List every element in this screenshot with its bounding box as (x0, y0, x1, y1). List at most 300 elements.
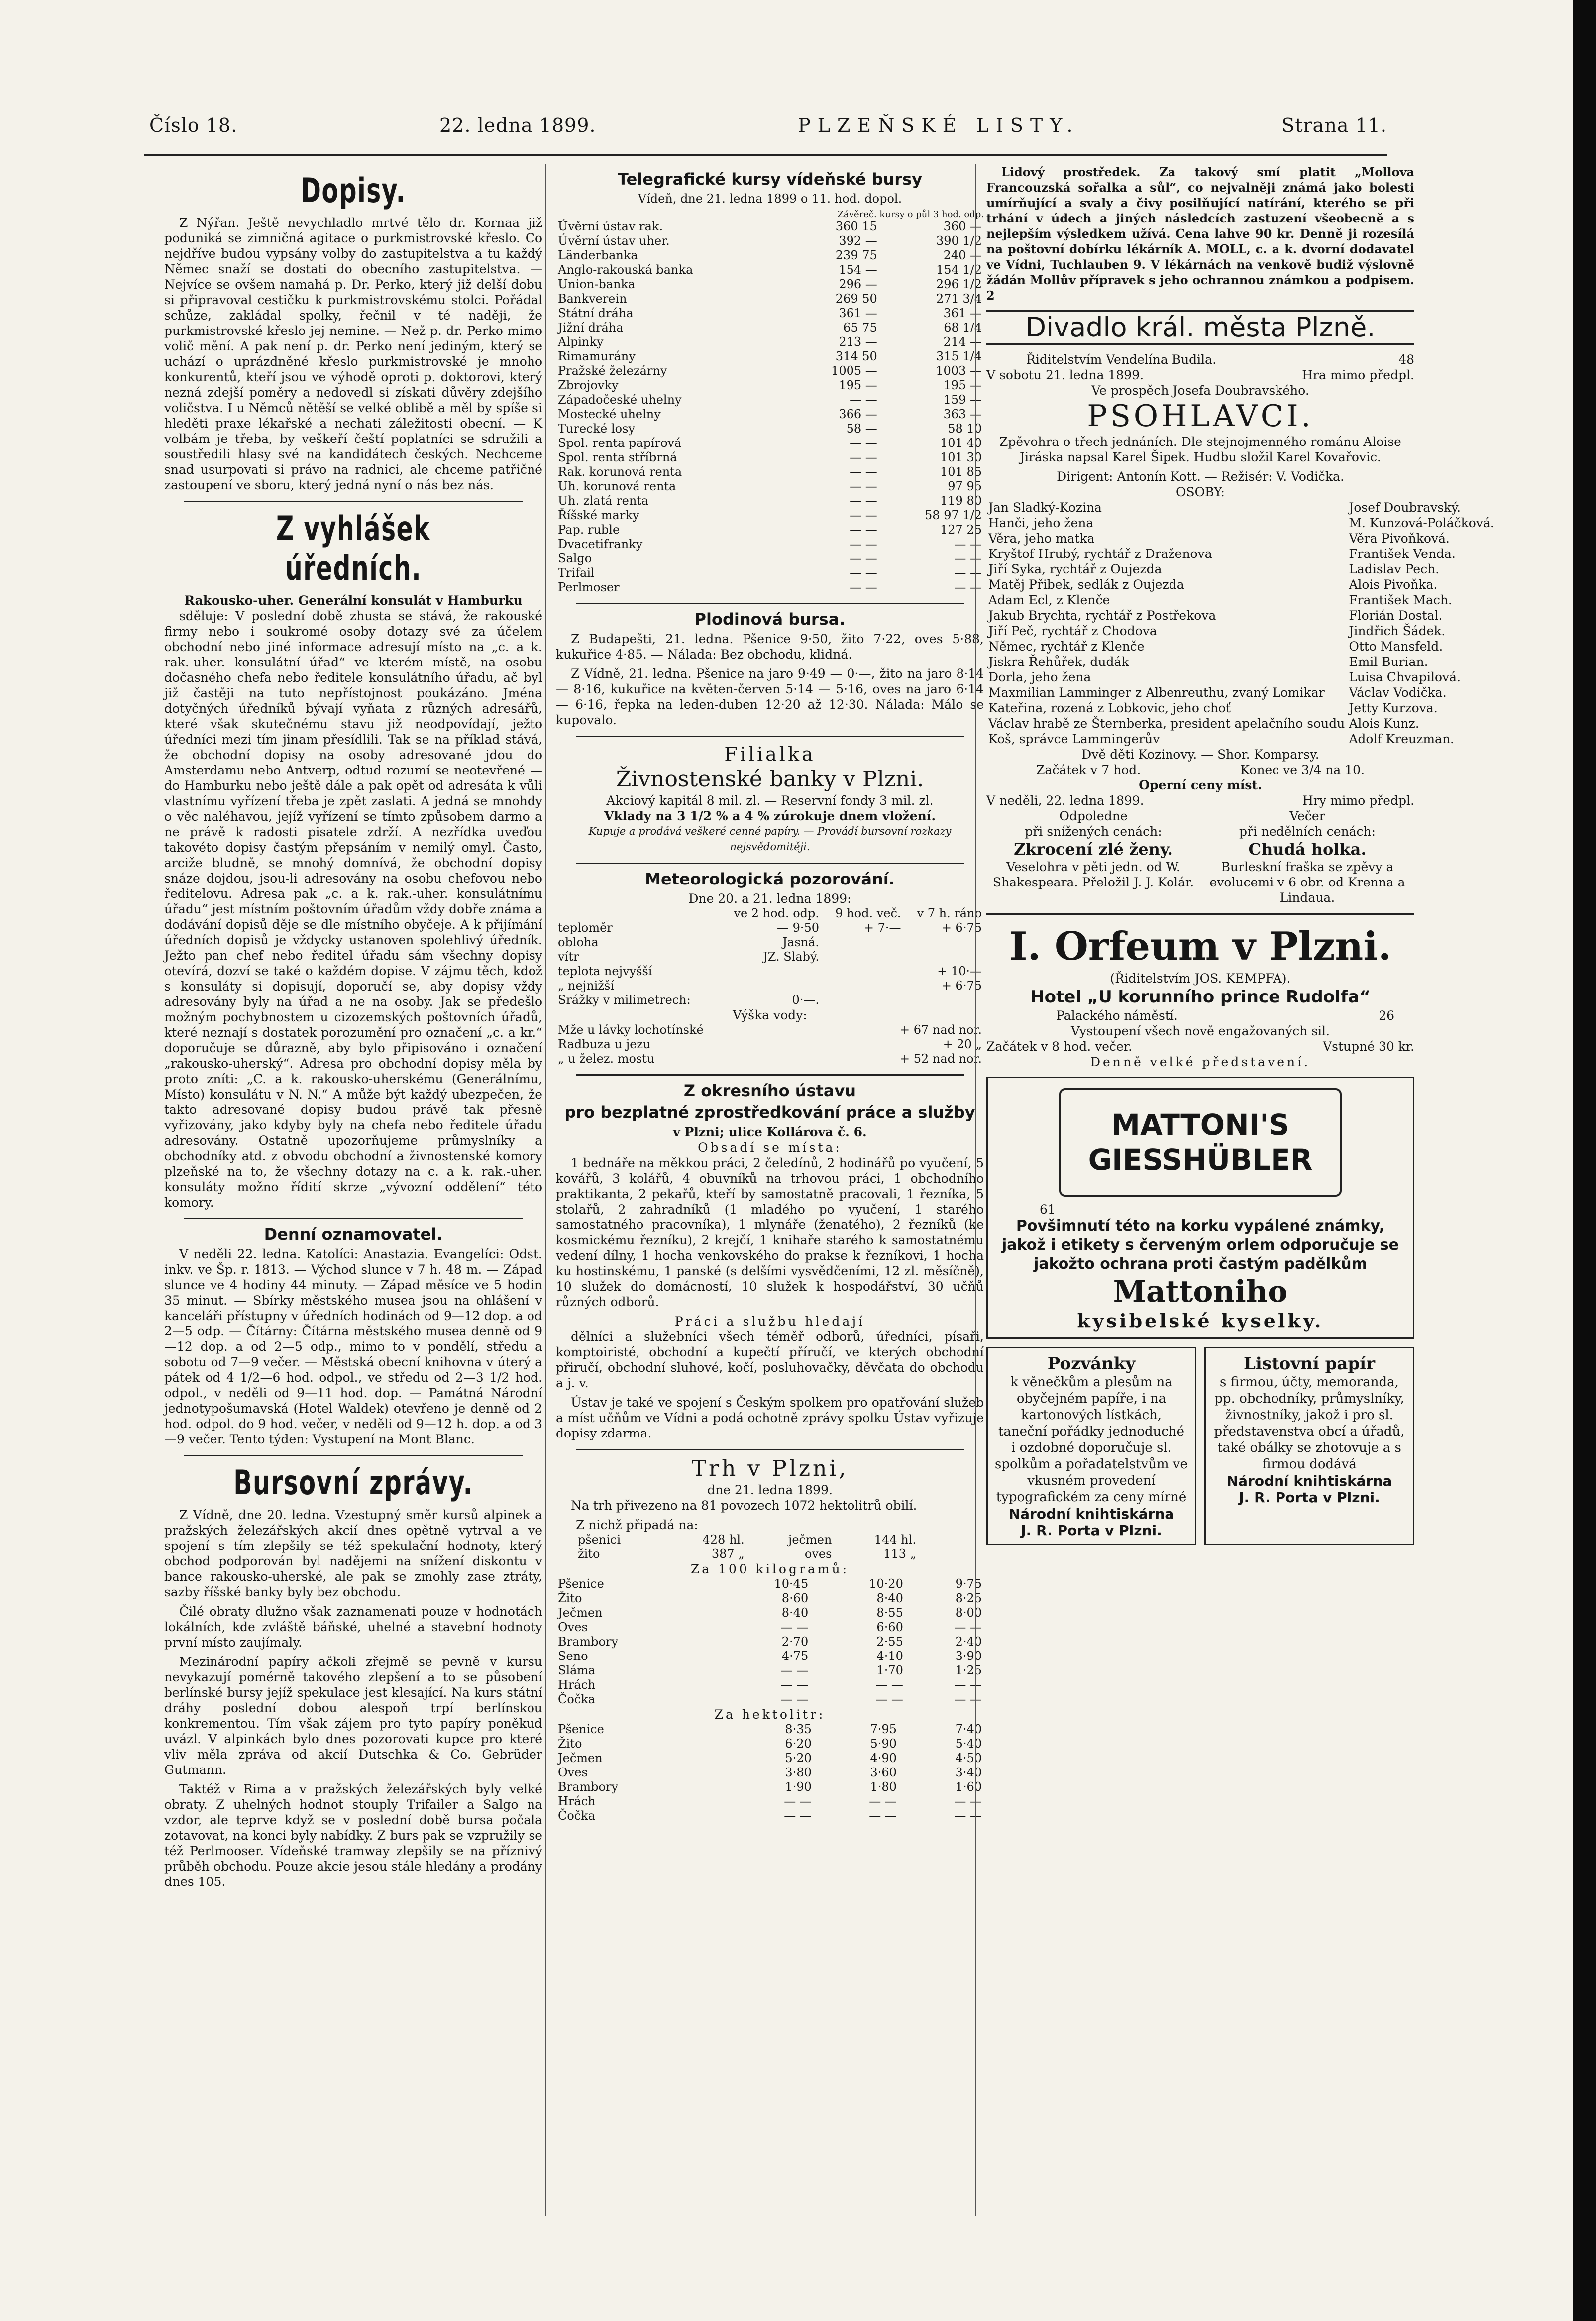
voda-row-cell: Mže u lávky lochotínské (558, 1023, 704, 1037)
trh-kg-row-cell: Oves (558, 1620, 588, 1634)
meteo-row-cell: teploměr (558, 921, 613, 935)
kursy-row-cell: Union-banka (558, 277, 636, 291)
kursy-row-cell: Pražské železárny (558, 364, 667, 378)
scan-edge (1573, 0, 1596, 2321)
kursy-row (556, 494, 984, 508)
cast-row (986, 731, 1496, 747)
trh-hl-row-cell: 1·80 (870, 1780, 897, 1794)
kursy-row (556, 234, 984, 248)
kursy-row-cell: 360 — (943, 220, 982, 233)
cast-row (986, 561, 1496, 577)
divider (576, 603, 964, 604)
mattoni-kysel: kysibelské kyselky. (1077, 1310, 1324, 1332)
cast-row-cell: František Venda. (1349, 547, 1456, 561)
cast-row-cell: M. Kunzová-Poláčková. (1349, 516, 1494, 530)
pozvanky-title: Pozvánky (1047, 1354, 1136, 1374)
trh-hl-row-cell: Žito (558, 1737, 582, 1751)
cast-row-cell: Kateřina, rozená z Lobkovic, jeho choť (988, 701, 1231, 715)
orfeum-namesti: Palackého náměstí. (1056, 1008, 1178, 1023)
knihtiskarna-1: Národní knihtiskárna (1008, 1506, 1174, 1522)
trh-kg-row-cell: 9·75 (955, 1577, 982, 1591)
column-right (975, 164, 1494, 2216)
trh-kg-row-cell: 3·90 (955, 1649, 982, 1663)
ustav-text-2: dělníci a služebníci všech téměř odborů, úředníci, písaři, komptoiristé, obchodní a kupečtí příručí, ve kterých obchodní přiručí, obchodní sluhové, kočí, posluhovačky, děvčata do obchodu a j. v. (556, 1329, 984, 1390)
kursy-row (556, 220, 984, 234)
trh-kg-row-cell: — — (954, 1620, 982, 1634)
trh-split-row-cell: pšenici (578, 1533, 621, 1547)
trh-pripada: Z nichž připadá na: (576, 1518, 698, 1532)
cast-row-cell: Dorla, jeho žena (988, 670, 1091, 684)
trh-hl-row-cell: 7·95 (870, 1722, 897, 1736)
kursy-table (556, 220, 984, 595)
issue-number: Číslo 18. (149, 114, 238, 136)
trh-kg-row-cell: 2·55 (876, 1635, 903, 1649)
cast-row-cell: Adolf Kreuzman. (1349, 732, 1454, 746)
meteo-row-cell: „ nejnižší (558, 979, 614, 993)
nedele-mimo: Hry mimo předpl. (1302, 793, 1414, 808)
kursy-row-cell: 101 85 (940, 465, 982, 479)
trh-hl-row (556, 1722, 984, 1737)
cast-row-cell: Matěj Přibek, sedlák z Oujezda (988, 577, 1184, 592)
meteo-row-cell: teplota nejvyšší (558, 964, 652, 978)
kursy-row-cell: Západočeské uhelny (558, 393, 682, 407)
kursy-row-cell: — — (954, 552, 982, 565)
burs-text-3: Mezinárodní papíry ačkoli zřejmě se pevně v kursu nevykazují pomérně takového zlepšení a to se působení berlínské bursy jejíž spekulace jest klesající. Na kurs státní dráhy poslední dobou alespoň trpí berlínskou konkrementou. Tím však zájem pro tyto papíry poněkud uvázl. V alpinkách bylo dnes pozorovati kupce pro které vliv měla zpráva od akcií Dutschka & Co. Gebrüder Gutmann. (164, 1655, 542, 1777)
kursy-row-cell: Pap. ruble (558, 523, 620, 537)
column-left (164, 164, 546, 2216)
cast-row (986, 500, 1496, 515)
page-header (149, 114, 1387, 136)
kursy-row-cell: Dvacetifranky (558, 537, 643, 551)
kursy-row-cell: Úvěrní ústav rak. (558, 220, 663, 233)
trh-hl-row (556, 1794, 984, 1809)
meteo-row-cell: + 10·— (937, 964, 982, 978)
trh-kg-row-cell: 1·25 (955, 1663, 982, 1677)
trh-kg-row-cell: 4·10 (876, 1649, 903, 1663)
kursy-subheading: Vídeň, dne 21. ledna 1899 o 11. hod. dopol. (638, 192, 902, 206)
plodinova-text-2: Z Vídně, 21. ledna. Pšenice na jaro 9·49 — 0·—, žito na jaro 8·14 — 8·16, kukuřice na květen-červen 5·14 — 5·16, oves na jaro 6·14 — 6·16, řepka na leden-duben 12·20 až 12·30. Nálada: Málo se kupovalo. (556, 666, 984, 727)
cast-row-cell: Jiří Peč, rychtář z Chodova (988, 624, 1157, 638)
trh-hl-heading: Za hektolitr: (714, 1707, 826, 1722)
header-rule (144, 154, 1387, 156)
kursy-row-cell: 58 97 1/2 (925, 508, 982, 522)
trh-kg-row-cell: 8·25 (955, 1591, 982, 1605)
trh-kg-row-cell: 2·40 (955, 1635, 982, 1649)
meteo-row-cell: Srážky v milimetrech: (558, 993, 691, 1007)
kursy-row-cell: Länderbanka (558, 248, 638, 262)
divider (986, 913, 1414, 915)
kursy-heading: Telegrafické kursy vídeňské bursy (618, 170, 922, 189)
osoby-label: OSOBY: (1176, 485, 1225, 499)
filialka-line-2: Vklady na 3 1/2 % a 4 % zúrokuje dnem vložení. (604, 809, 936, 823)
divider (576, 736, 964, 737)
newspaper-title: PLZEŇSKÉ LISTY. (798, 114, 1080, 136)
kursy-row-cell: 68 1/4 (944, 321, 982, 334)
trh-kg-row (556, 1663, 984, 1678)
kursy-row-cell: — — (850, 566, 877, 580)
kursy-row-cell: Zbrojovky (558, 378, 619, 392)
kursy-row (556, 566, 984, 580)
kursy-row-cell: — — (954, 580, 982, 594)
kursy-row-cell: — — (850, 450, 877, 464)
kursy-row-cell: — — (850, 465, 877, 479)
kursy-row-cell: 361 — (839, 306, 877, 320)
kursy-row-cell: Rak. korunová renta (558, 465, 682, 479)
kursy-row-cell: 97 95 (948, 479, 982, 493)
trh-kg-row-cell: Ječmen (558, 1606, 603, 1620)
cast-row-cell: Němec, rychtář z Klenče (988, 639, 1145, 654)
kursy-row-cell: Rimamurány (558, 349, 636, 363)
play-dirigent: Dirigent: Antonín Kott. — Režisér: V. Vodička. (1057, 469, 1344, 484)
page-number: Strana 11. (1281, 114, 1387, 136)
trh-hl-row (556, 1766, 984, 1780)
ustav-text-3: Ústav je také ve spojení s Českým spolkem pro opatřování služeb a míst učňům ve Vídni a podá ochotně zprávy spolku Ústav vyřizuje dopisy zdarma. (556, 1395, 984, 1440)
kursy-row (556, 364, 984, 378)
dopisy-heading: Dopisy. (301, 171, 406, 211)
trh-kg-row-cell: Čočka (558, 1692, 596, 1706)
meteo-row (556, 993, 984, 1007)
kursy-row-cell: 239 75 (835, 248, 877, 262)
trh-kg-row-cell: 8·55 (876, 1606, 903, 1620)
kursy-row-cell: Salgo (558, 552, 592, 565)
meteo-subheading: Dne 20. a 21. ledna 1899: (688, 891, 851, 906)
ustav-hledaji: Práci a službu hledají (674, 1314, 865, 1328)
kursy-row-cell: 1003 — (936, 364, 982, 378)
trh-kg-row-cell: 8·40 (876, 1591, 903, 1605)
trh-split-row-cell: 428 hl. (702, 1533, 745, 1547)
trh-hl-row-cell: Čočka (558, 1809, 596, 1823)
cast-row-cell: Jakub Brychta, rychtář z Postřekova (988, 608, 1216, 623)
trh-hl-row-cell: — — (784, 1794, 812, 1808)
meteo-row (556, 921, 984, 935)
kursy-row-cell: 214 — (943, 335, 982, 349)
kursy-row-cell: 159 — (943, 393, 982, 407)
kursy-row-cell: — — (850, 580, 877, 594)
orfeum-number: 26 (1379, 1008, 1394, 1023)
orfeum-hotel: Hotel „U korunního prince Rudolfa“ (1030, 987, 1371, 1007)
trh-split-row-cell: oves (804, 1547, 832, 1561)
cast-row-cell: Josef Doubravský. (1349, 500, 1461, 515)
meteo-table (556, 906, 984, 1007)
filialka-line-3: Kupuje a prodává veškeré cenné papíry. — Provádí bursovní rozkazy nejsvědomitěji. (588, 825, 952, 853)
kursy-row-cell: — — (850, 393, 877, 407)
trh-kg-row-cell: 1·70 (876, 1663, 903, 1677)
meteo-column-header: v 7 h. ráno (917, 906, 982, 920)
kursy-row-cell: 269 50 (835, 292, 877, 306)
burs-text-4: Taktéž v Rima a v pražských železářských byly velké obraty. Z uhelných hodnot stouply Trifailer a Salgo na vzdor, ale teprve když se v poslední době bursa počala zotavovat, na konci byly nabídky. Z burs pak se vzpružily se též Perlmooser. Vídeňské tramway zlepšily se na příznivý průběh obchodu. Pouze akcie jesou stále hledány a prodány dnes 105. (164, 1782, 542, 1889)
trh-hl-row-cell: 8·35 (785, 1722, 812, 1736)
cast-row-cell: Jindřich Šádek. (1349, 624, 1446, 638)
cast-row-cell: Otto Mansfeld. (1349, 639, 1443, 654)
cast-row (986, 577, 1496, 592)
times-row (986, 762, 1414, 777)
trh-kg-row-cell: Brambory (558, 1635, 619, 1649)
trh-kg-table (556, 1577, 984, 1707)
denni-heading: Denní oznamovatel. (264, 1225, 443, 1244)
trh-hl-row-cell: — — (784, 1809, 812, 1823)
kursy-row (556, 552, 984, 566)
kursy-row-cell: — — (954, 566, 982, 580)
cast-row (986, 716, 1496, 731)
trh-kg-row-cell: 8·40 (781, 1606, 809, 1620)
meteo-row-cell: 0·—. (792, 993, 820, 1007)
kursy-row-cell: Turecké losy (558, 422, 635, 436)
kursy-row (556, 537, 984, 552)
meteo-row (556, 950, 984, 964)
meteo-row-cell (903, 935, 984, 950)
porta-1: J. R. Porta v Plzni. (1021, 1522, 1162, 1539)
play-title: PSOHLAVCI. (1087, 399, 1314, 434)
cast-row (986, 685, 1496, 700)
trh-kg-row-cell: Hrách (558, 1678, 596, 1692)
trh-kg-row-cell: — — (780, 1620, 809, 1634)
cast-row-cell: Adam Ecl, z Klenče (988, 593, 1110, 607)
plodinova-text-1: Z Budapešti, 21. ledna. Pšenice 9·50, žito 7·22, oves 5·88, kukuřice 4·85. — Nálada: Bez obchodu, klidná. (556, 632, 984, 662)
cast-row-cell: Jan Sladký-Kozina (988, 500, 1102, 515)
trh-split-row-cell: ječmen (788, 1533, 832, 1547)
voda-row (556, 1052, 984, 1066)
meteo-row-cell: JZ. Slabý. (763, 950, 820, 964)
cast-row-cell: František Mach. (1349, 593, 1452, 607)
divadlo-heading: Divadlo král. města Plzně. (986, 310, 1414, 345)
kursy-row-cell: Mostecké uhelny (558, 407, 661, 421)
orfeum-vystup: Vystoupení všech nově engažovaných sil. (1071, 1024, 1330, 1038)
trh-kg-row-cell: 10·20 (869, 1577, 903, 1591)
listovni-ad (1204, 1347, 1414, 1545)
lidovy-text: Lidový prostředek. Za takový smí platit „Mollova Francouzská sořalka a sůl“, co nejvalněji známá jako bolesti umírňující a svaly a čivy posilňující natírání, kterého se při trhání v údech a jiných následcích zastuzení všeobecně a s nejlepším výsledkem užívá. Cena lahve 90 kr. Denně ji rozesílá na poštovní dobírku lékárník A. MOLL, c. a k. dvorní dodavatel ve Vídni, Tuchlauben 9. V lékárnách na venkově budiž výslovně žádán Mollův přípravek s jeho ochrannou známkou a podpisem. 2 (986, 165, 1414, 303)
kursy-row-cell: Uh. korunová renta (558, 479, 676, 493)
urad-heading: Z vyhlášek úředních. (276, 509, 431, 588)
cast-row (986, 592, 1496, 608)
kursy-row-cell: — — (850, 494, 877, 508)
kursy-row-cell: 1005 — (831, 364, 877, 378)
trh-hl-row-cell: Brambory (558, 1780, 619, 1794)
trh-kg-row-cell: — — (875, 1692, 903, 1706)
trh-kg-row-cell: — — (780, 1692, 809, 1706)
trh-hl-row (556, 1737, 984, 1751)
cast-row-cell: Jiskra Řehůřek, dudák (988, 655, 1129, 669)
trh-kg-row (556, 1649, 984, 1663)
filialka-bank: Živnostenské banky v Plzni. (616, 767, 924, 792)
trh-hl-row-cell: 4·90 (870, 1751, 897, 1765)
cast-row (986, 531, 1496, 546)
meteo-row-cell: obloha (558, 935, 599, 949)
odpoledne-block (986, 808, 1200, 905)
trh-kg-row-cell: Seno (558, 1649, 588, 1663)
mattoni-logo-line-2: GIESSHÜBLER (1088, 1143, 1313, 1177)
kursy-row (556, 263, 984, 277)
trh-hl-row-cell: 5·90 (870, 1737, 897, 1751)
meteo-row-cell (821, 935, 903, 950)
issue-date: 22. ledna 1899. (439, 114, 596, 136)
cast-row (986, 654, 1496, 669)
orfeum-title: I. Orfeum v Plzni. (1009, 924, 1391, 969)
trh-kg-row-cell: — — (780, 1678, 809, 1692)
kursy-row-cell: Anglo-rakouská banka (558, 263, 693, 277)
kursy-row-cell: — — (850, 479, 877, 493)
kursy-row-cell: Úvěrní ústav uher. (558, 234, 670, 248)
divadlo-date: V sobotu 21. ledna 1899. (986, 368, 1144, 382)
meteo-row-cell (903, 993, 984, 1007)
konec: Konec ve 3/4 na 10. (1240, 763, 1365, 777)
nedelni-label: při nedělních cenách: (1239, 824, 1376, 839)
kursy-row-cell: 271 3/4 (936, 292, 982, 306)
kursy-row-cell: — — (954, 537, 982, 551)
play-3-desc: Burleskní fraška se zpěvy a evolucemi v 6 obr. od Krenna a Lindaua. (1209, 860, 1405, 905)
kursy-row-cell: — — (850, 508, 877, 522)
denni-text: V neděli 22. ledna. Katolíci: Anastazia. Evangelíci: Odst. inkv. ve Šp. r. 1813. — Východ slunce v 7 h. 48 m. — Západ slunce ve 4 hodiny 44 minuty. — Západ měsíce ve 5 hodin 35 minut. — Sbírky městského musea jsou na ohlášení v kanceláři přístupny v úředních hodinách od 9—12 dop. a od 2—5 odp. — Čítárny: Čítárna městského musea denně od 9—12 dop. a od 2—5 odp., mimo to v pondělí, středu a sobotu od 7—9 večer. — Městská obecní knihovna v úterý a pátek od 4 1/2—6 hod. odpol., ve středu od 2—3 1/2 hod. odpol., v neděli od 9—11 hod. dop. — Památná Národní jednotypošumavská (Hotel Waldek) otevřeno je denně od 2 hod. odpol. do 9 hod. večer, v neděli od 9—12 h. dop. a od 3—9 večer. Tento týden: Vystupení na Mont Blanc. (164, 1247, 542, 1446)
meteo-row-cell (903, 950, 984, 964)
meteo-row-cell: — 9·50 (776, 921, 820, 935)
meteo-row-cell: + 6·75 (941, 979, 982, 993)
kursy-row (556, 422, 984, 436)
kursy-row-cell: 58 10 (948, 422, 982, 436)
meteo-row-cell: vítr (558, 950, 579, 964)
trh-hl-row (556, 1780, 984, 1794)
divadlo-ridit-row (986, 352, 1414, 367)
trh-hl-row-cell: — — (954, 1809, 982, 1823)
plodinova-heading: Plodinová bursa. (694, 610, 846, 629)
orfeum-zacatek: Začátek v 8 hod. večer. (986, 1039, 1132, 1054)
kursy-row (556, 349, 984, 364)
play-2-title: Zkrocení zlé ženy. (1014, 840, 1173, 859)
trh-hl-row-cell: 4·50 (955, 1751, 982, 1765)
vecer-label: Večer (1289, 809, 1325, 823)
mattoni-number: 61 (1040, 1202, 1056, 1216)
kursy-row-cell: Perlmoser (558, 580, 620, 594)
kursy-row-cell: Říšské marky (558, 508, 639, 522)
nedele-row (986, 793, 1414, 808)
twin-plays (986, 808, 1414, 905)
kursy-row (556, 465, 984, 479)
nedele-date: V neděli, 22. ledna 1899. (986, 793, 1144, 808)
kursy-row-cell: 154 1/2 (936, 263, 982, 277)
kursy-row-cell: 361 — (943, 306, 982, 320)
meteo-row-cell (821, 979, 903, 993)
orfeum-denne: Denně velké představení. (1090, 1055, 1311, 1069)
cast-row-cell: Jetty Kurzova. (1349, 701, 1438, 715)
trh-kg-row-cell: 8·00 (955, 1606, 982, 1620)
kursy-row (556, 248, 984, 263)
kursy-row (556, 479, 984, 494)
mattoni-text: Povšimnutí této na korku vypálené známky, jakož i etikety s červeným orlem odporučuje se jakožto ochrana proti častým padělkům (1002, 1217, 1399, 1273)
deti: Dvě děti Kozinovy. — Shor. Komparsy. (1081, 747, 1319, 762)
divider (184, 1455, 523, 1456)
trh-hl-row-cell: — — (869, 1809, 897, 1823)
porta-2: J. R. Porta v Plzni. (1239, 1489, 1380, 1506)
kursy-row-cell: 296 1/2 (936, 277, 982, 291)
kursy-row-cell: 119 80 (940, 494, 982, 508)
kursy-row-cell: Jižní dráha (558, 321, 624, 334)
kursy-row-cell: — — (850, 552, 877, 565)
kursy-row-cell: 315 1/4 (936, 349, 982, 363)
divadlo-mimo: Hra mimo předpl. (1302, 368, 1414, 382)
cast-row-cell: Jiří Syka, rychtář z Oujezda (988, 562, 1162, 576)
kursy-row-cell: 127 25 (940, 523, 982, 537)
burs-text-1: Z Vídně, dne 20. ledna. Vzestupný směr kursů alpinek a pražských železářských akcií dnes opětně vytrval a ve spojení s tím zlepšily se též spekulační hodnoty, který obchod podporován byl nadějemi na snížení diskontu v bance rakousko-uherské, ale pak se zmohly zase ztráty, sazby říšské banky byly bez obchodu. (164, 1508, 542, 1599)
kursy-row-cell: Spol. renta papírová (558, 436, 682, 450)
meteo-row (556, 964, 984, 979)
meteo-row-cell: + 7·— (863, 921, 901, 935)
kursy-row-cell: 195 — (943, 378, 982, 392)
kursy-row-cell: 65 75 (843, 321, 877, 334)
cast-row-cell: Václav hrabě ze Šternberka, president apelačního soudu (988, 716, 1345, 731)
cast-row-cell: Luisa Chvapilová. (1349, 670, 1461, 684)
kursy-row (556, 292, 984, 306)
cast-row-cell: Věra Pivoňková. (1349, 531, 1450, 546)
cast-row-cell: Hanči, jeho žena (988, 516, 1094, 530)
trh-kg-row-cell: Žito (558, 1591, 582, 1605)
kursy-column-head: Závěreč. kursy o půl 3 hod. odp. (837, 209, 984, 220)
meteo-row-cell (821, 950, 903, 964)
trh-hl-row-cell: 3·40 (955, 1766, 982, 1779)
snizene-label: při snížených cenách: (1025, 824, 1162, 839)
kursy-row-cell: Spol. renta stříbrná (558, 450, 677, 464)
meteo-row-cell (821, 964, 903, 979)
trh-kg-row-cell: 2·70 (781, 1635, 809, 1649)
cast-row-cell: Ladislav Pech. (1349, 562, 1440, 576)
trh-kg-row-cell: 10·45 (774, 1577, 809, 1591)
play-description: Zpěvohra o třech jednáních. Dle stejnojmenného románu Aloise Jiráska napsal Karel Šipek. Hudbu složil Karel Kovařovic. (999, 435, 1401, 464)
mattoni-ad (986, 1077, 1414, 1339)
kursy-row-cell: 360 15 (835, 220, 877, 233)
listovni-text: s firmou, účty, memoranda, pp. obchodníky, průmyslníky, živnostníky, jakož i pro sl. představenstva obcí a úřadů, také obálky se zhotovuje a s firmou dodává (1214, 1375, 1405, 1472)
voda-row-cell: Radbuza u jezu (558, 1037, 651, 1051)
kursy-row (556, 580, 984, 595)
play-2-desc: Veselohra v pěti jedn. od W. Shakespeara. Přeložil J. J. Kolár. (992, 860, 1194, 889)
trh-kg-row-cell: 6·60 (876, 1620, 903, 1634)
kursy-row-cell: 366 — (839, 407, 877, 421)
trh-kg-row-cell: — — (954, 1692, 982, 1706)
trh-kg-row (556, 1620, 984, 1635)
ustav-heading-1: Z okresního ústavu (683, 1081, 856, 1100)
kursy-row-cell: 213 — (839, 335, 877, 349)
ustav-text-1: 1 bednáře na měkkou práci, 2 čeledínů, 2 hodinářů po vyučení, 5 kovářů, 3 kolářů, 4 obuvníků na trhovou práci, 1 obchodního praktikanta, 2 pekařů, kteří by samostatně pracovali, 1 řezníka, 5 stolařů, 2 zahradníků (1 mladého po vyučení, 1 starého samostatného pracovníka), 1 mlynáře (ženatého), 2 řezníků (ke kosmickému řezníku), 2 krejčí, 1 knihaře starého k samostatnému vedení dílny, 1 hocha venkovského do prakse k řezníkovi, 1 hocha ku hostinskému, 1 panské (s delšími vysvědčeními, 12 zl. měsíčně), 10 služek do domácností, 10 služek k hospodářství, 30 učňů různých odborů. (556, 1156, 984, 1309)
cast-row-cell: Koš, správce Lammingerův (988, 732, 1160, 746)
trh-kg-row (556, 1591, 984, 1606)
voda-row (556, 1037, 984, 1052)
cast-row-cell: Věra, jeho matka (988, 531, 1095, 546)
orfeum-ridit: (Řiditelstvím JOS. KEMPFA). (1110, 971, 1291, 986)
trh-kg-row (556, 1635, 984, 1649)
kursy-row (556, 436, 984, 450)
trh-hl-row (556, 1751, 984, 1766)
meteo-row-cell (716, 979, 821, 993)
kursy-row-cell: — — (850, 436, 877, 450)
divadlo-date-row (986, 367, 1414, 383)
trh-100kg-heading: Za 100 kilogramů: (690, 1562, 850, 1576)
burs-text-2: Čilé obraty dlužno však zaznamenati pouze v hodnotách lokálních, kde zvláště báňské, uhelné a stavební hodnoty první místo zaujímaly. (164, 1604, 542, 1650)
trh-hl-row-cell: 5·40 (955, 1737, 982, 1751)
kursy-row-cell: 390 1/2 (936, 234, 982, 248)
trh-split-row (576, 1533, 918, 1547)
meteo-row (556, 935, 984, 950)
divadlo-ridit: Řiditelstvím Vendelína Budila. (1026, 352, 1217, 367)
kursy-row-cell: — — (850, 537, 877, 551)
kursy-row (556, 306, 984, 321)
knihtiskarna-2: Národní knihtiskárna (1226, 1473, 1392, 1489)
trh-split-row-cell: žito (578, 1547, 600, 1561)
kursy-row-cell: 363 — (943, 407, 982, 421)
trh-kg-row-cell: — — (875, 1678, 903, 1692)
trh-kg-row-cell: Sláma (558, 1663, 596, 1677)
divider (184, 501, 523, 502)
trh-hl-row-cell: 7·40 (955, 1722, 982, 1736)
trh-split-table (576, 1533, 918, 1561)
zacatek: Začátek v 7 hod. (1036, 763, 1141, 777)
trh-kg-row-cell: Pšenice (558, 1577, 604, 1591)
kursy-row-cell: 195 — (839, 378, 877, 392)
